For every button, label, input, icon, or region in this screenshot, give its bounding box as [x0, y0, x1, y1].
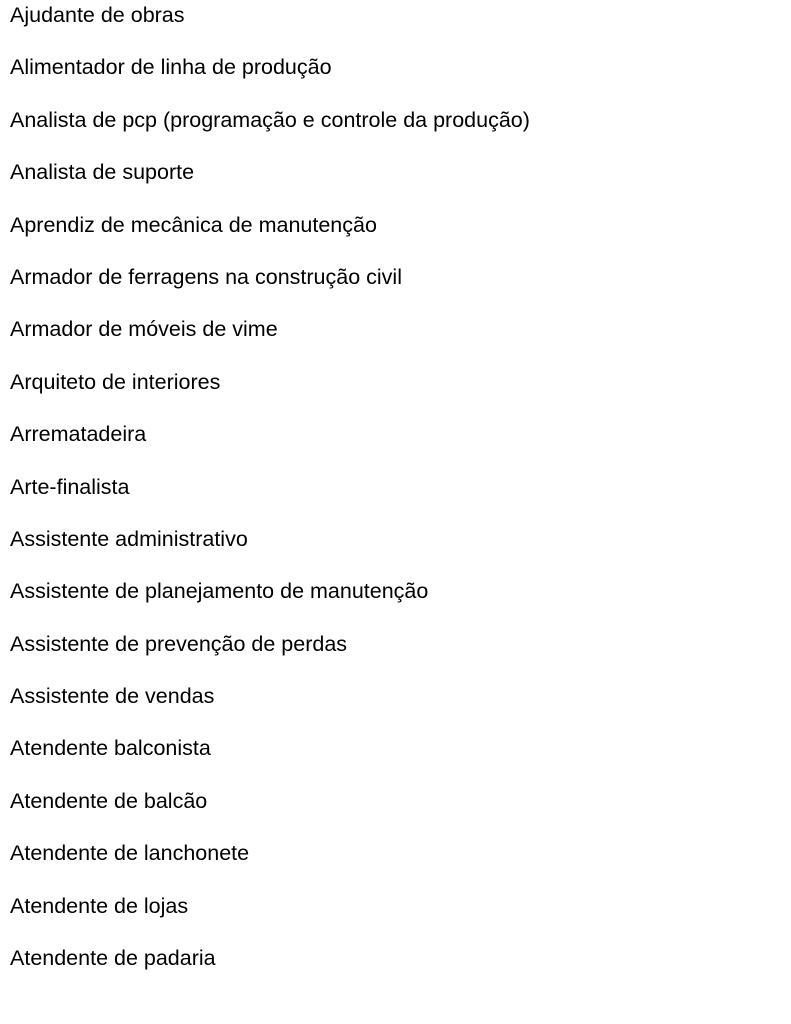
job-title-item: Analista de suporte — [10, 160, 195, 185]
job-title-item: Atendente balconista — [10, 736, 211, 761]
job-title-item: Arquiteto de interiores — [10, 369, 221, 394]
job-title-item: Analista de pcp (programação e controle da produção) — [10, 107, 530, 132]
job-title-item: Assistente de planejamento de manutenção — [10, 579, 429, 604]
job-title-item: Arte-finalista — [10, 474, 130, 499]
job-title-item: Arrematadeira — [10, 422, 147, 447]
job-title-item: Armador de ferragens na construção civil — [10, 264, 402, 289]
job-title-item: Assistente de vendas — [10, 684, 215, 709]
job-title-item: Assistente administrativo — [10, 526, 248, 551]
job-title-item: Ajudante de obras — [10, 3, 185, 27]
job-title-item: Atendente de padaria — [10, 946, 216, 971]
job-title-item: Alimentador de linha de produção — [10, 55, 332, 80]
job-title-list — [10, 0, 530, 995]
job-title-item: Assistente de prevenção de perdas — [10, 631, 348, 656]
job-title-item: Atendente de lojas — [10, 893, 189, 918]
job-title-item: Atendente de balcão — [10, 788, 208, 813]
job-title-item: Armador de móveis de vime — [10, 317, 278, 342]
job-title-item: Atendente de lanchonete — [10, 841, 250, 866]
job-title-item: Aprendiz de mecânica de manutenção — [10, 212, 377, 237]
